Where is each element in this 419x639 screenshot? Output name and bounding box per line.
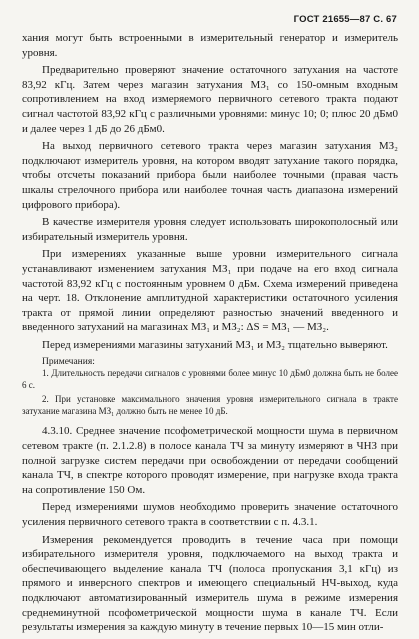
paragraph: В качестве измерителя уровня следует использовать широкополосный или избирательный измеритель уровня. bbox=[22, 216, 398, 243]
paragraph: Перед измерениями магазины затуханий МЗ₁ и МЗ₂ тщательно выверяют. bbox=[42, 338, 388, 351]
page-header: ГОСТ 21655—87 С. 67 bbox=[293, 14, 397, 25]
paragraph: На выход первичного сетевого тракта через магазин затухания МЗ₂ подключают измеритель уровня, на котором вводят затухание такого порядка, чтобы отсчеты показаний прибора были наиболее точными (правая часть шкалы стрелочного прибора или наиболее точная часть диапазона измерений цифрового прибора). bbox=[22, 140, 398, 211]
paragraph: хания могут быть встроенными в измерительный генератор и измеритель уровня. bbox=[22, 32, 398, 59]
notes-title: Примечания: bbox=[42, 357, 95, 368]
paragraph: Предварительно проверяют значение остаточного затухания на частоте 83,92 кГц. Затем через магазин затухания МЗ₁ со 150-омным входным сопротивлением на вход измеряемого первичного сетевого тракта подают сигнал частотой 83,92 кГц с различными уровнями: минус 10; 0; плюс 20 дБм0 и далее через 1 дБ до 26 дБм0. bbox=[22, 64, 398, 135]
note-item: 2. При установке максимального значения уровня измерительного сигнала в тракте затухание магазина МЗ₁ должно быть не менее 10 дБ. bbox=[22, 394, 398, 416]
section-paragraph: Перед измерениями шумов необходимо проверить значение остаточного усиления первичного сетевого тракта в соответствии с п. 4.3.1. bbox=[22, 501, 398, 529]
document-body bbox=[22, 31, 398, 638]
section-paragraph: Измерения рекомендуется проводить в течение часа при помощи избирательного измерителя уровня, подключаемого на выход тракта и обеспечивающего выделение канала ТЧ (полоса пропускания 3,1 кГц) из прямого и инверсного спектров и имеющего специальный НЧ-выход, куда подключают автоматизированный измеритель шума в режиме измерения среднеминутной псофометрической мощности шума в канале ТЧ. Если результаты измерения за каждую минуту в течение первых 10—15 мин отли- bbox=[22, 533, 398, 634]
section-paragraph: 4.3.10. Среднее значение псофометрической мощности шума в первичном сетевом тракте (п. 2.1.2.8) в полосе канала ТЧ за минуту измеряют в ЧНЗ при полной загрузке систем передачи при освобождении от передачи сообщений канала ТЧ, в спектре которого проводят измерение, при нагрузке входа тракта на сопротивление 150 Ом. bbox=[22, 425, 398, 496]
paragraph: При измерениях указанные выше уровни измерительного сигнала устанавливают изменением затухания МЗ₁ при подаче на его вход сигнала частотой 83,92 кГц с постоянным уровнем 0 дБм. Схема измерений приведена на черт. 18. Отклонение амплитудной характеристики остаточного усиления тракта от прямой линии определяют разностью значений введенного и введенного затуханий на магазинах МЗ₁ и МЗ₂: ΔS = МЗ₁ — МЗ₂. bbox=[22, 248, 398, 334]
note-item: 1. Длительность передачи сигналов с уровнями более минус 10 дБм0 должна быть не более 6 с. bbox=[22, 368, 398, 390]
